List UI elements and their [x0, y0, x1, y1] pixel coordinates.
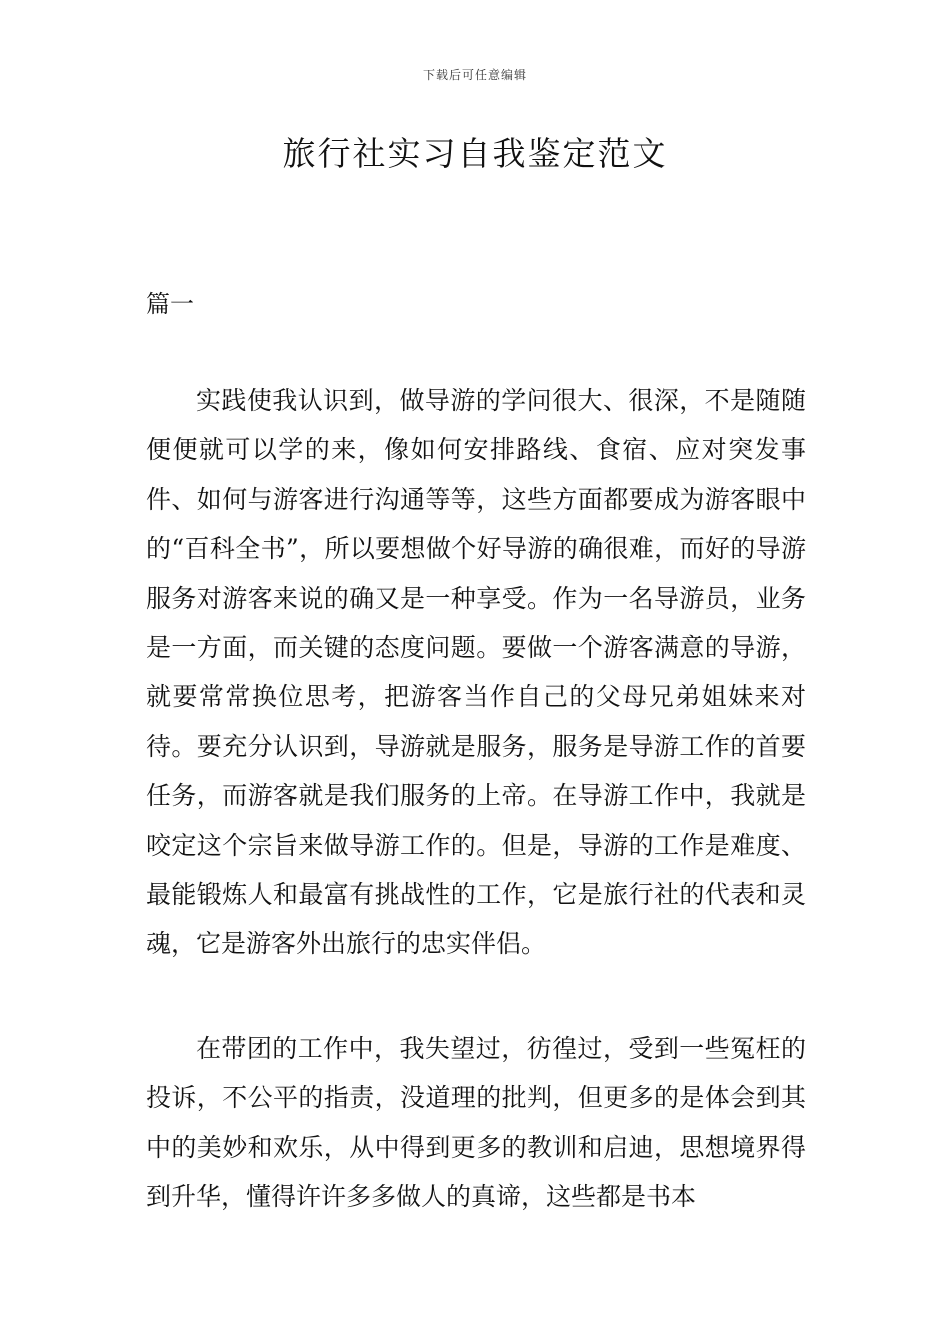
paragraph-1: 实践使我认识到，做导游的学问很大、很深，不是随随便便就可以学的来，像如何安排路线、食宿、应对突发事件、如何与游客进行沟通等等，这些方面都要成为游客眼中的“百科全书”，所以要想做个好导游的确很难，而好的导游服务对游客来说的确又是一种享受。作为一名导游员，业务是一方面，而关键的态度问题。要做一个游客满意的导游，就要常常换位思考，把游客当作自己的父母兄弟姐妹来对待。要充分认识到，导游就是服务，服务是导游工作的首要任务，而游客就是我们服务的上帝。在导游工作中，我就是咬定这个宗旨来做导游工作的。但是，导游的工作是难度、最能锻炼人和最富有挑战性的工作，它是旅行社的代表和灵魂，它是游客外出旅行的忠实伴侣。 — [146, 386, 806, 959]
section-label: 篇一 — [146, 290, 194, 318]
header-note: 下载后可任意编辑 — [422, 68, 527, 82]
paragraph-2: 在带团的工作中，我失望过，彷徨过，受到一些冤枉的投诉，不公平的指责，没道理的批判，但更多的是体会到其中的美妙和欢乐，从中得到更多的教训和启迪，思想境界得到升华，懂得许许多多做人的真谛，这些都是书本 — [146, 1034, 806, 1212]
document-title: 旅行社实习自我鉴定范文 — [282, 134, 668, 173]
